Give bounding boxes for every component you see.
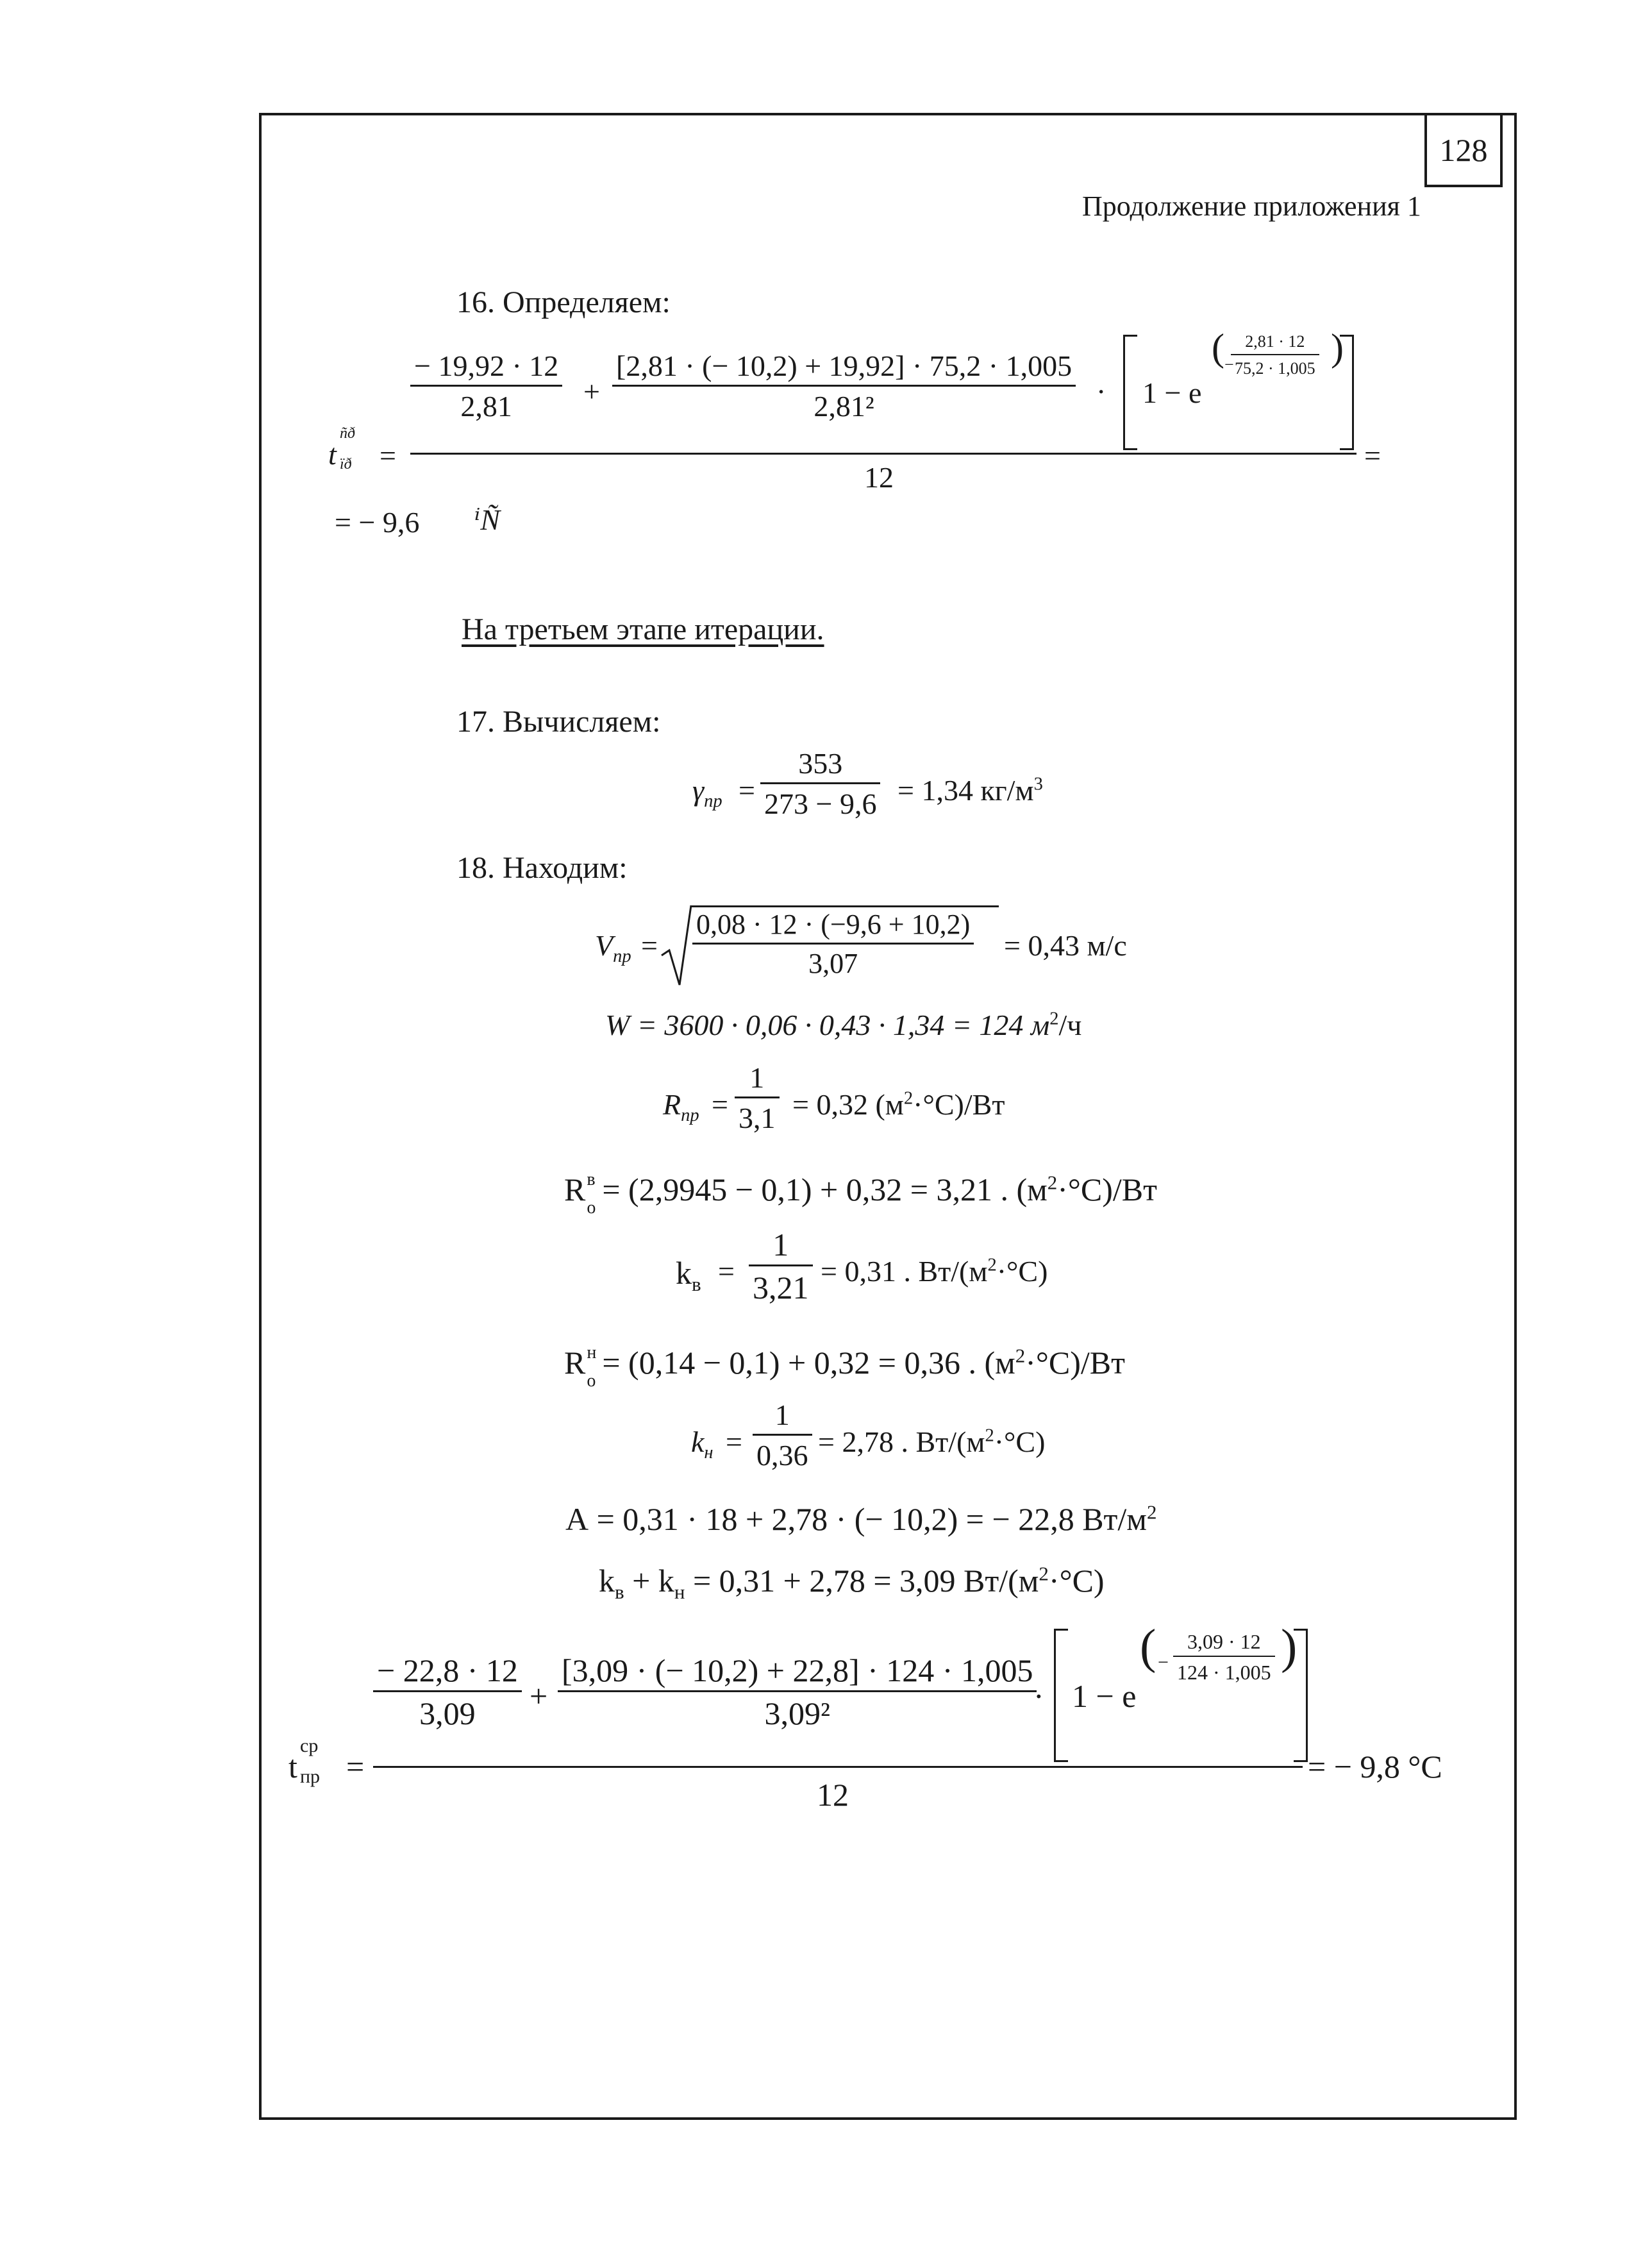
step17-result-sup: 3 [1033,774,1043,794]
kb-result-text: = 0,31 . Вт/(м [821,1255,988,1288]
v-result: = 0,43 м/с [1004,929,1127,962]
kb-eq: = [718,1255,735,1288]
kn-frac [753,1400,812,1470]
r-lhs-r: R [663,1088,681,1121]
v-lhs-v: V [595,929,614,962]
ro-b-sup2: 2 [1047,1171,1058,1194]
right-bracket [1294,1629,1308,1762]
page-header: Продолжение приложения 1 [1082,190,1421,222]
step18-heading: 18. Находим: [456,851,628,885]
final-exp-den: 124 · 1,005 [1177,1661,1271,1684]
final-dot: · [1033,1678,1044,1714]
ro-n-sup2: 2 [1015,1344,1026,1367]
ksum-tail: ·°С) [1048,1563,1105,1599]
final-lhs-sup: ср [300,1735,319,1756]
kn-lhs [691,1425,714,1463]
step16-lhs-eq: = [380,439,396,472]
kn-sup: 2 [985,1425,994,1446]
step17-eq: = [739,774,755,807]
paren-close: ) [1281,1620,1298,1674]
ksum-eq [599,1562,1105,1603]
final-frac2 [558,1654,1037,1729]
final-result: = − 9,8 °С [1308,1749,1442,1785]
ro-b-sub: о [587,1198,596,1218]
kb-lhs [676,1255,701,1295]
ro-n-eq [564,1343,1125,1391]
stage3-heading: На третьем этапе итерации. [462,612,824,646]
v-frac [692,911,974,978]
kn-result-text: = 2,78 . Вт/(м [818,1425,985,1458]
final-main-bar [373,1766,1303,1768]
r-result [792,1090,1005,1120]
a-eq-text: А = 0,31 · 18 + 2,78 · (− 10,2) = − 22,8 Вт/м [565,1501,1147,1537]
step16-frac1-den: 2,81 [460,390,512,423]
kn-tail: ·°С) [994,1425,1046,1458]
kb-sup: 2 [987,1255,997,1275]
step16-lhs [328,425,355,473]
page-number [1424,113,1503,187]
step16-one-minus-e: 1 − e [1142,376,1202,409]
kn-eq: = [726,1425,742,1458]
r-den: 3,1 [739,1102,776,1134]
ro-n-lhs: R [564,1345,586,1381]
ksum-a: k [599,1563,615,1599]
sqrt-sign [660,904,692,987]
step16-frac1 [410,351,562,421]
kn-den: 0,36 [756,1439,808,1472]
ksum-b-sub: н [674,1581,685,1603]
kb-result [821,1257,1048,1286]
ro-b-sup: в [587,1170,596,1189]
step16-dot: · [1096,375,1106,408]
step17-lhs-sub: пр [704,791,722,812]
final-lhs-eq: = [346,1749,365,1785]
step16-main-bar [410,453,1356,455]
paren-open: ( [1212,326,1224,369]
step17-result-text: = 1,34 кг/м [897,774,1034,807]
final-frac1 [373,1654,522,1729]
ro-b-eq-text: = (2,9945 − 0,1) + 0,32 = 3,21 . (м [602,1172,1048,1207]
final-exp-minus: − [1158,1652,1169,1673]
step16-exp-num: 2,81 · 12 [1245,332,1305,351]
a-sup: 2 [1146,1500,1157,1524]
r-sup: 2 [903,1088,914,1109]
v-eq: = [641,929,658,962]
r-eq: = [712,1088,728,1121]
v-den: 3,07 [808,948,858,979]
kb-frac [749,1229,813,1304]
kn-num: 1 [774,1399,790,1431]
v-lhs-sub: пр [613,946,631,967]
ro-b-eq [564,1170,1157,1218]
r-result-text: = 0,32 (м [792,1088,904,1121]
final-one-minus-e: 1 − e [1072,1678,1137,1714]
a-eq [565,1500,1157,1537]
kb-lhs-sub: в [692,1273,701,1295]
ksum-mid: + k [624,1563,674,1599]
step16-frac1-num: − 19,92 · 12 [414,349,559,382]
v-num: 0,08 · 12 · (−9,6 + 10,2) [696,909,971,940]
ksum-a-sub: в [615,1581,624,1603]
step17-den: 273 − 9,6 [764,787,877,820]
final-main-den: 12 [817,1777,849,1813]
r-frac [735,1063,780,1133]
step17-result [897,776,1043,805]
final-exp-num: 3,09 · 12 [1187,1630,1261,1653]
ro-n-eq-text: = (0,14 − 0,1) + 0,32 = 0,36 . (м [602,1345,1015,1381]
v-lhs [595,929,631,967]
r-lhs [663,1088,699,1126]
r-lhs-sub: пр [681,1105,699,1126]
step16-result-unit: ⁱÑ [474,503,500,536]
step16-frac2-num: [2,81 · (− 10,2) + 19,92] · 75,2 · 1,005 [616,349,1073,382]
ksum-sup: 2 [1039,1562,1049,1585]
kb-num: 1 [772,1227,789,1263]
final-frac1-den: 3,09 [419,1695,476,1731]
left-bracket [1054,1629,1068,1762]
ro-b-lhs: R [564,1172,586,1207]
step16-plus: + [583,375,600,408]
step17-lhs [692,774,722,812]
step16-result: = − 9,6 [335,506,420,539]
page-number-text: 128 [1439,132,1488,168]
sqrt-bar [691,905,999,907]
step16-frac2-den: 2,81² [814,390,874,423]
step16-lhs-sup: ñð [340,425,355,442]
kb-lhs-k: k [676,1255,692,1291]
step16-lhs-t: t [328,438,337,471]
kn-lhs-sub: н [704,1443,714,1463]
step16-frac2 [612,351,1076,421]
r-tail: ·°С)/Вт [913,1088,1005,1121]
right-bracket [1340,335,1354,450]
final-lhs-t: t [288,1749,297,1785]
step17-frac [760,749,880,819]
step16-rhs-eq: = [1364,439,1381,472]
kn-result [818,1427,1045,1457]
w-eq-text: W = 3600 · 0,06 · 0,43 · 1,34 = 124 м [605,1009,1050,1041]
paren-open: ( [1140,1620,1156,1674]
step17-heading: 17. Вычисляем: [456,705,661,739]
ro-n-sup: н [587,1343,597,1363]
paren-close: ) [1331,326,1344,369]
ro-n-sub: о [587,1371,596,1391]
step16-exp-frac [1231,333,1319,377]
step17-lhs-gamma: γ [692,774,705,807]
step16-exp-den: 75,2 · 1,005 [1235,359,1315,378]
final-exp-frac [1173,1631,1275,1683]
kb-den: 3,21 [753,1270,809,1306]
step16-exp-minus: − [1224,355,1234,374]
step16-heading: 16. Определяем: [456,285,671,319]
r-num: 1 [749,1061,765,1094]
w-eq [605,1011,1081,1040]
w-tail: /ч [1058,1009,1082,1041]
final-frac2-num: [3,09 · (− 10,2) + 22,8] · 124 · 1,005 [562,1652,1033,1688]
left-bracket [1123,335,1137,450]
ro-n-tail: ·°С)/Вт [1025,1345,1125,1381]
final-frac1-num: − 22,8 · 12 [377,1652,518,1688]
kb-tail: ·°С) [996,1255,1048,1288]
kn-lhs-k: k [691,1425,705,1458]
step17-num: 353 [798,747,843,780]
ro-b-tail: ·°С)/Вт [1057,1172,1157,1207]
ksum-eq-text: = 0,31 + 2,78 = 3,09 Вт/(м [685,1563,1039,1599]
step16-lhs-sub: ïð [340,456,352,473]
final-plus: + [530,1678,548,1714]
final-frac2-den: 3,09² [764,1695,830,1731]
step16-main-den: 12 [864,461,894,494]
final-lhs-sub: пр [300,1766,321,1787]
w-sup: 2 [1049,1009,1059,1029]
final-lhs [288,1735,321,1787]
